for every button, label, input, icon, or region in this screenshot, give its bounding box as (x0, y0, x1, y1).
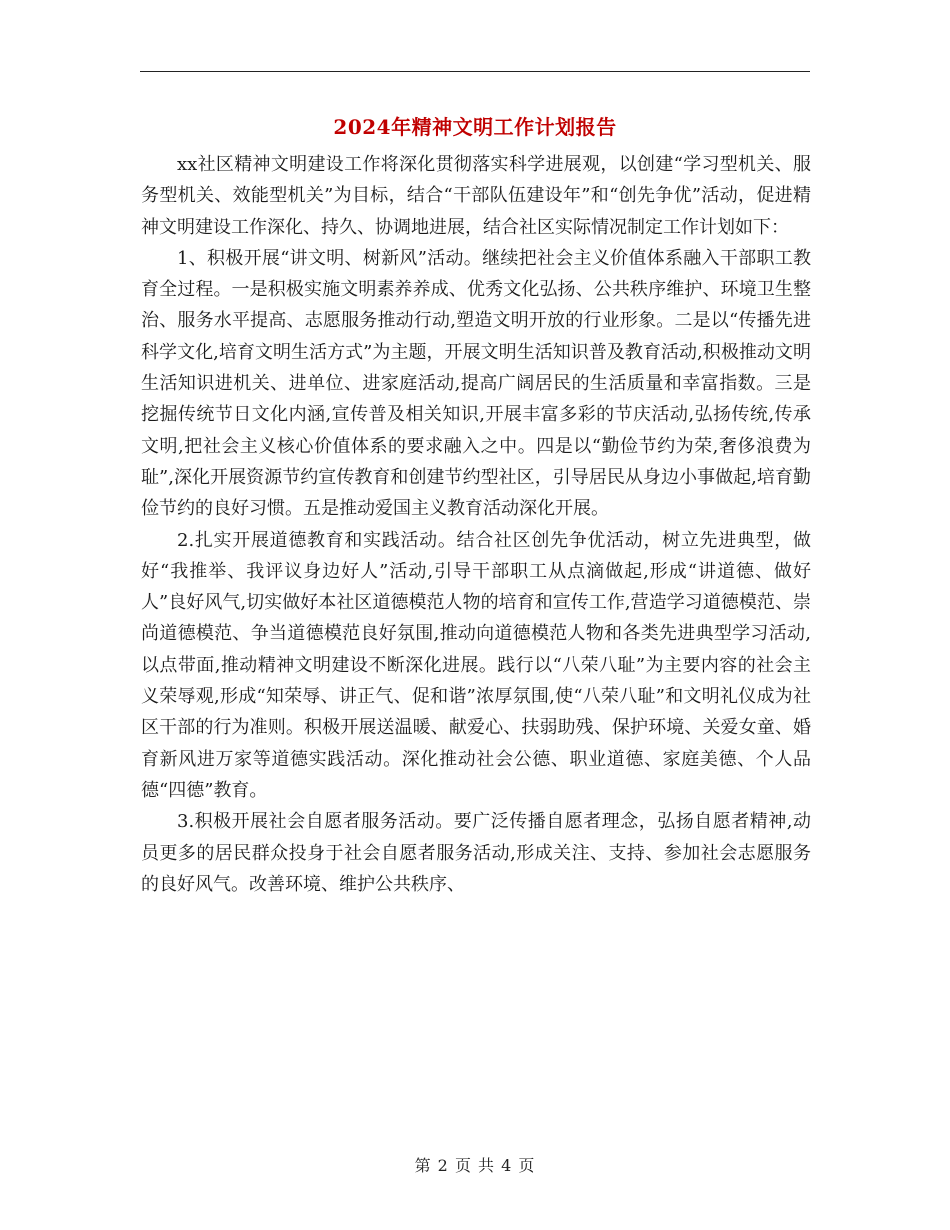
paragraph-section-1: 1、积极开展“讲文明、树新风”活动。继续把社会主义价值体系融入干部职工教育全过程。一是积极实施文明素养养成、优秀文化弘扬、公共秩序维护、环境卫生整治、服务水平提高、志愿服务推动行动,塑造文明开放的行业形象。二是以“传播先进科学文化,培育文明生活方式”为主题，开展文明生活知识普及教育活动,积极推动文明生活知识进机关、进单位、进家庭活动,提高广阔居民的生活质量和幸富指数。三是挖掘传统节日文化内涵,宣传普及相关知识,开展丰富多彩的节庆活动,弘扬传统,传承文明,把社会主义核心价值体系的要求融入之中。四是以“勤俭节约为荣,奢侈浪费为耻”,深化开展资源节约宣传教育和创建节约型社区，引导居民从身边小事做起,培育勤俭节约的良好习惯。五是推动爱国主义教育活动深化开展。 (141, 247, 811, 520)
page-number-footer: 第 2 页 共 4 页 (414, 1156, 536, 1175)
document-title: 2024年精神文明工作计划报告 (333, 115, 617, 139)
paragraph-intro: xx社区精神文明建设工作将深化贯彻落实科学进展观，以创建“学习型机关、服务型机关、效能型机关”为目标，结合“干部队伍建设年”和“创先争优”活动，促进精神文明建设工作深化、持久、协调地进展，结合社区实际情况制定工作计划如下： (141, 154, 811, 238)
paragraph-section-3: 3.积极开展社会自愿者服务活动。要广泛传播自愿者理念，弘扬自愿者精神,动员更多的居民群众投身于社会自愿者服务活动,形成关注、支持、参加社会志愿服务的良好风气。改善环境、维护公共秩序、 (141, 811, 811, 895)
paragraph-section-2: 2.扎实开展道德教育和实践活动。结合社区创先争优活动，树立先进典型，做好“我推举、我评议身边好人”活动,引导干部职工从点滴做起,形成“讲道德、做好人”良好风气,切实做好本社区道德模范人物的培育和宣传工作,营造学习道德模范、崇尚道德模范、争当道德模范良好氛围,推动向道德模范人物和各类先进典型学习活动,以点带面,推动精神文明建设不断深化进展。践行以“八荣八耻”为主要内容的社会主义荣辱观,形成“知荣辱、讲正气、促和谐”浓厚氛围,使“八荣八耻”和文明礼仪成为社区干部的行为准则。积极开展送温暖、献爱心、扶弱助残、保护环境、关爱女童、婚育新风进万家等道德实践活动。深化推动社会公德、职业道德、家庭美德、个人品德“四德”教育。 (141, 529, 811, 801)
header-divider (140, 71, 810, 72)
document-body (141, 149, 811, 900)
